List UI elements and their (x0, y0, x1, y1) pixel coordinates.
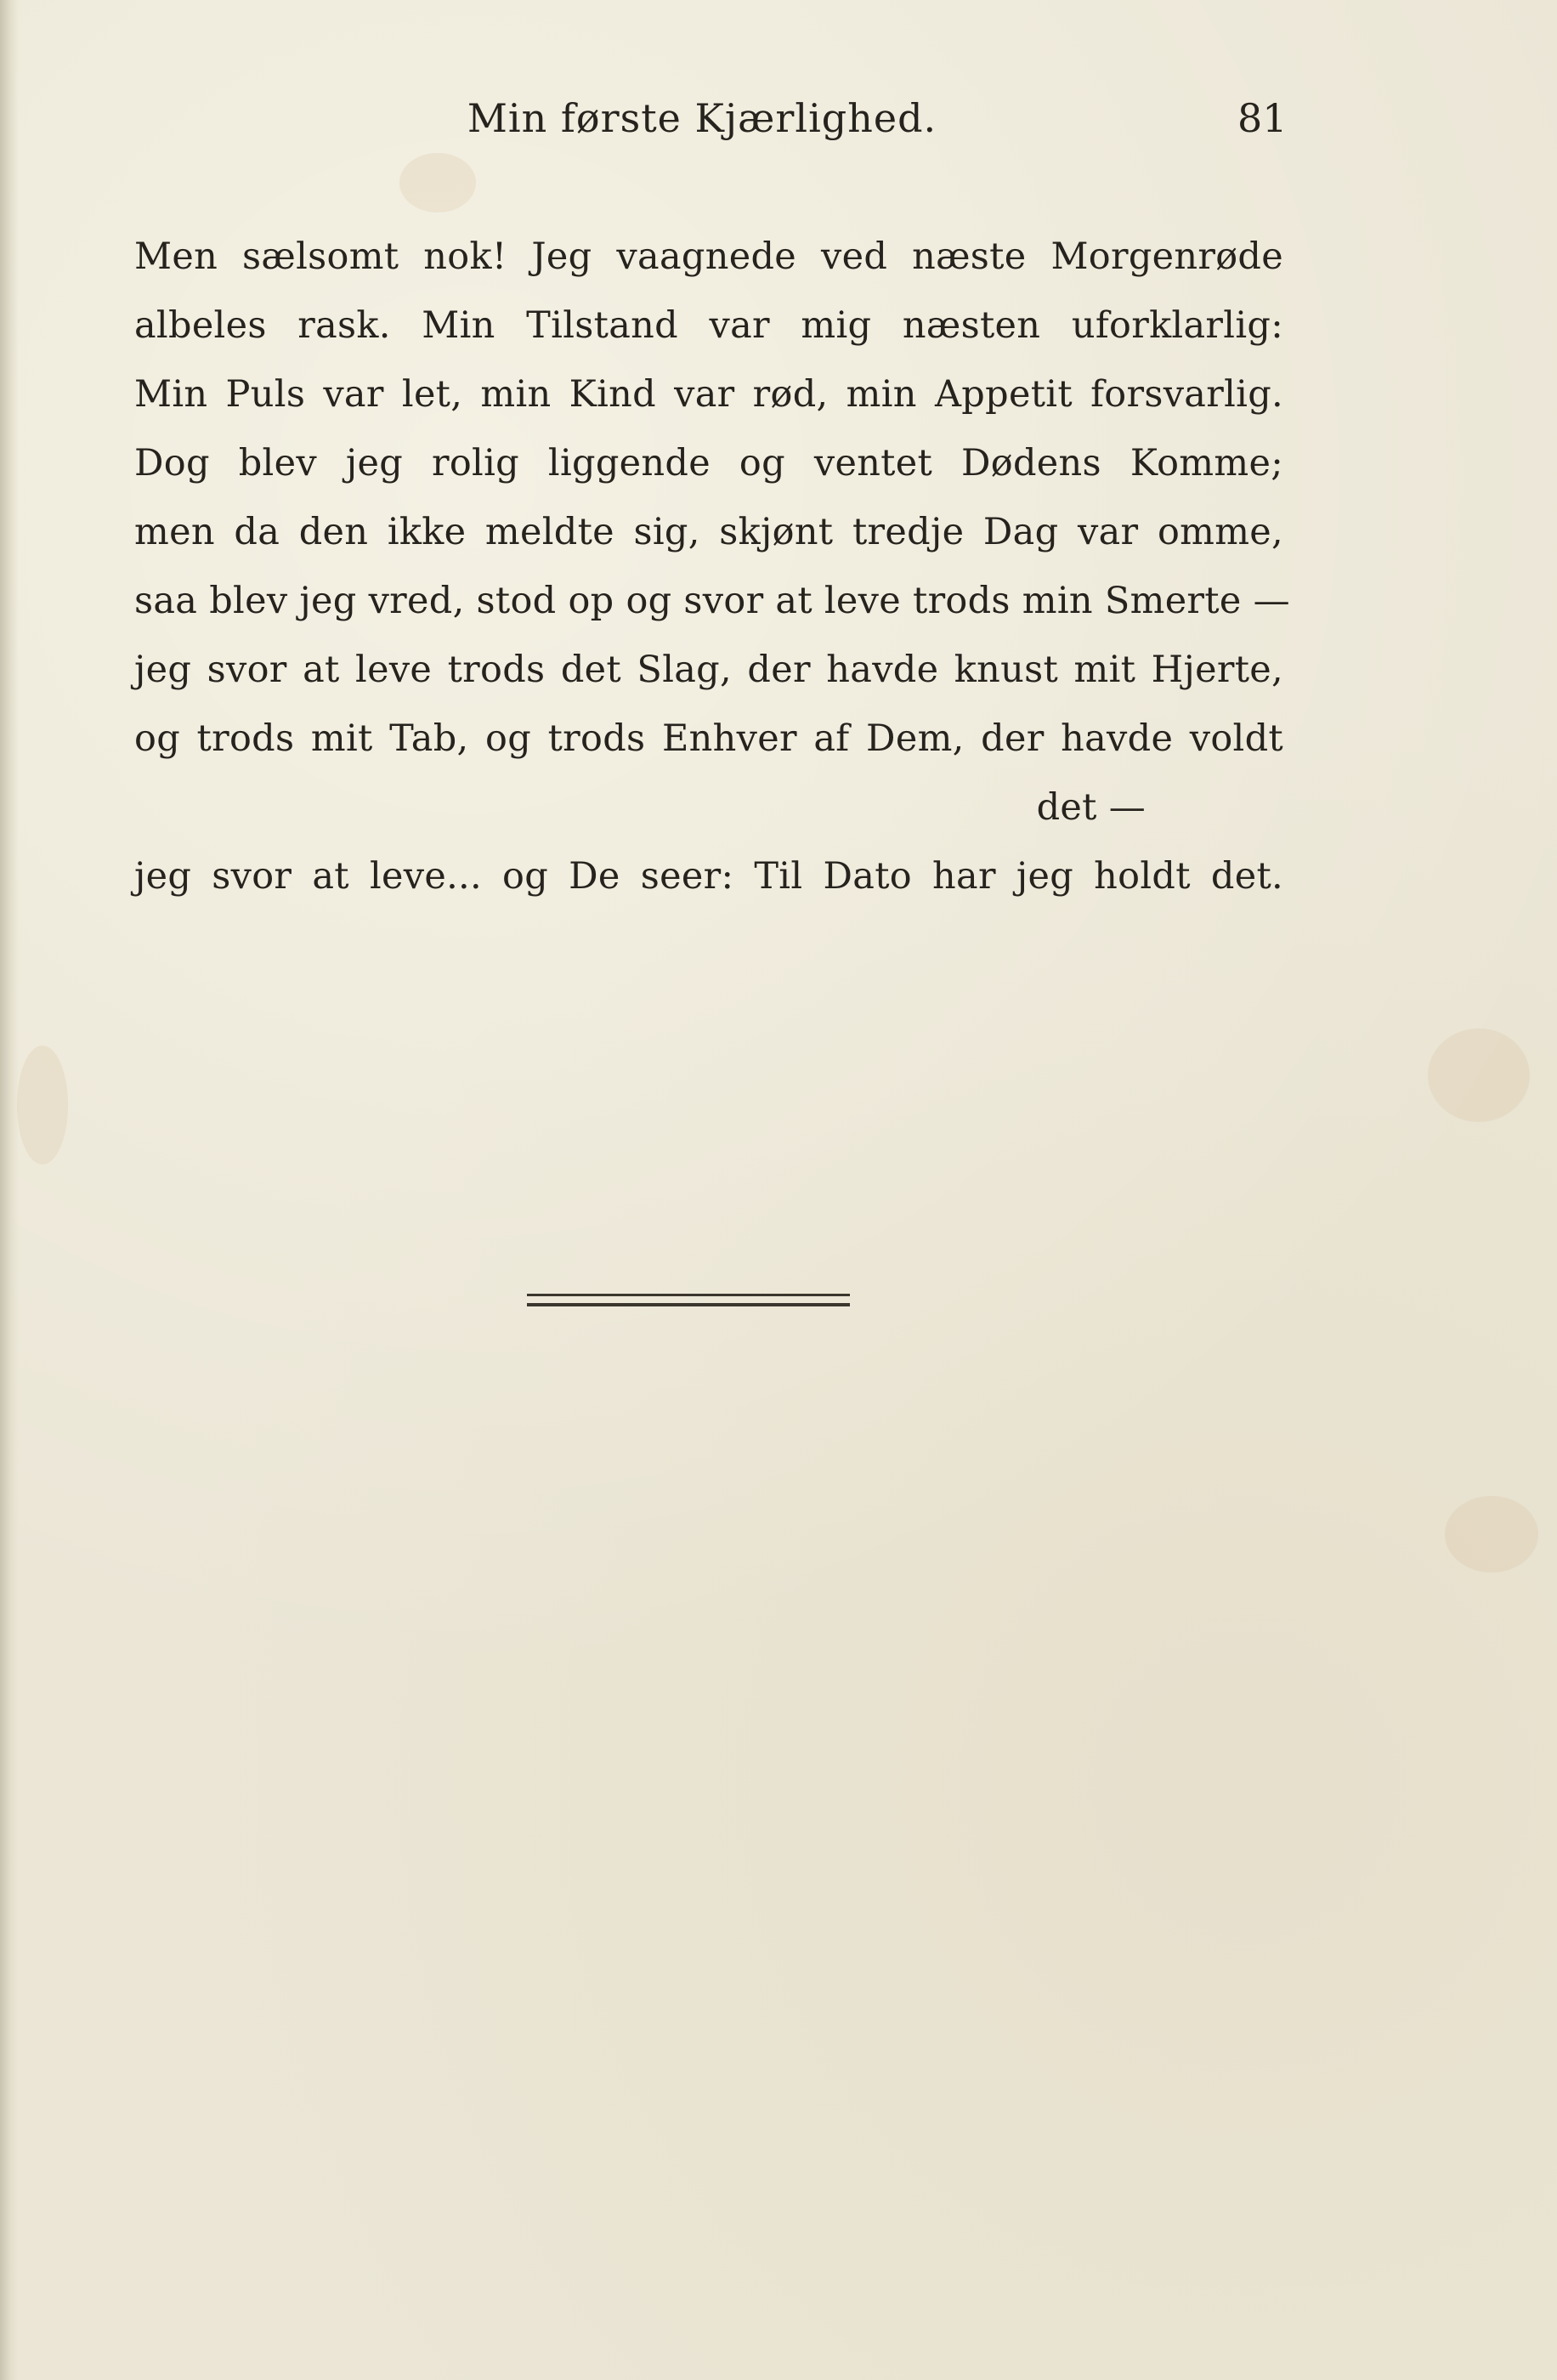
text-line: jeg svor at leve... og De seer: Til Dato har jeg holdt det. (134, 855, 1283, 898)
binding-gutter (0, 0, 19, 2380)
page-number: 81 (1237, 95, 1288, 141)
paper-stain (399, 153, 476, 212)
poem-text (134, 223, 1290, 911)
end-rule-thin (527, 1294, 850, 1296)
text-line-continuation: det — (1036, 786, 1146, 829)
text-line: og trods mit Tab, og trods Enhver af Dem, der havde voldt (134, 717, 1283, 760)
text-line: albeles rask. Min Tilstand var mig næsten uforklarlig: (134, 304, 1283, 347)
running-head (0, 95, 1557, 146)
text-line: Min Puls var let, min Kind var rød, min Appetit forsvarlig. (134, 373, 1283, 416)
text-line: Dog blev jeg rolig liggende og ventet Dødens Komme; (134, 442, 1283, 484)
text-line: saa blev jeg vred, stod op og svor at leve trods min Smerte — (134, 580, 1290, 622)
end-rule-thick (527, 1303, 850, 1306)
text-line: jeg svor at leve trods det Slag, der havde knust mit Hjerte, (134, 649, 1283, 691)
text-line: men da den ikke meldte sig, skjønt tredje Dag var omme, (134, 511, 1283, 553)
paper-stain (1445, 1496, 1538, 1572)
paper-stain (17, 1046, 68, 1164)
text-line: Men sælsomt nok! Jeg vaagnede ved næste Morgenrøde (134, 235, 1283, 278)
paper-stain (1428, 1028, 1530, 1122)
running-title: Min første Kjærlighed. (467, 95, 937, 141)
